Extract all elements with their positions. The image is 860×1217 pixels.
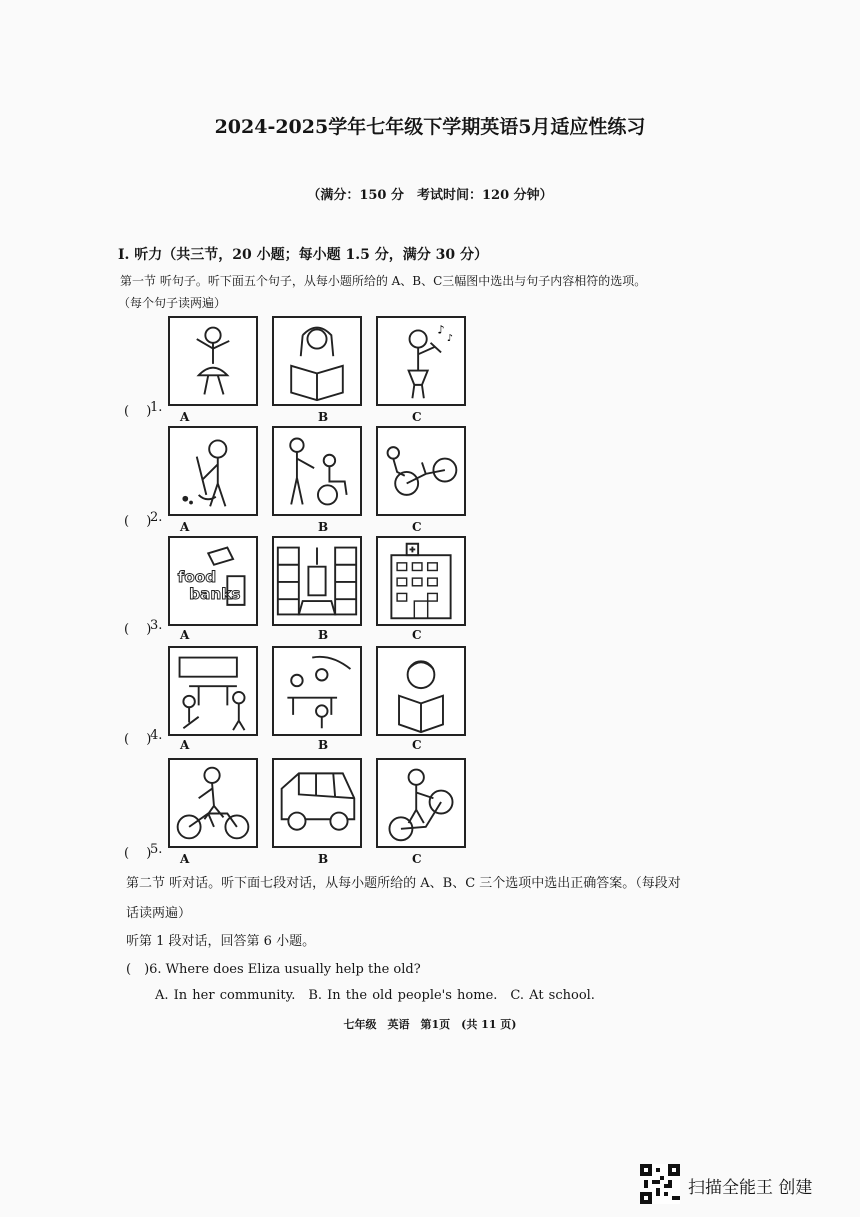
- answer-bracket[interactable]: ( ): [124, 846, 152, 861]
- food-label: food: [177, 567, 217, 586]
- question-number: 5.: [150, 842, 163, 857]
- page-title: 2024-2025学年七年级下学期英语5月适应性练习: [214, 116, 646, 138]
- svg-text:♪: ♪: [437, 322, 445, 337]
- question-number: 4.: [150, 728, 163, 743]
- kids-picnic-table-icon: [272, 646, 362, 736]
- option-label: C: [412, 852, 422, 866]
- option-label: B: [318, 520, 329, 534]
- answer-bracket[interactable]: ( ): [124, 404, 152, 419]
- part2-instruction-note: 话读两遍）: [126, 906, 192, 921]
- kids-cleaning-room-icon: [168, 646, 258, 736]
- food-banks-icon: [168, 536, 258, 626]
- answer-bracket[interactable]: ( ): [124, 622, 152, 637]
- option-label: C: [412, 520, 422, 534]
- boy-reading-icon: [376, 646, 466, 736]
- option-label: B: [318, 410, 329, 424]
- girl-reading-book-icon: [272, 316, 362, 406]
- question-number: 2.: [150, 510, 163, 525]
- option-label: C: [412, 410, 422, 424]
- library-icon: [272, 536, 362, 626]
- option-label: C: [412, 628, 422, 642]
- question-number: 3.: [150, 618, 163, 633]
- ballet-dancer-icon: [168, 316, 258, 406]
- svg-text:♪: ♪: [446, 332, 453, 344]
- question-6: ( )6. Where does Eliza usually help the old?: [126, 962, 421, 977]
- boy-riding-bike-icon: [168, 758, 258, 848]
- option-label: B: [318, 852, 329, 866]
- man-pushing-wheelchair-icon: [272, 426, 362, 516]
- option-label: B: [318, 628, 329, 642]
- boy-repairing-bike-icon: [376, 758, 466, 848]
- girl-playing-violin-icon: [376, 316, 466, 406]
- watermark-text: 扫描全能王 创建: [688, 1178, 813, 1198]
- answer-bracket[interactable]: ( ): [124, 514, 152, 529]
- hospital-icon: [376, 536, 466, 626]
- option-label: A: [180, 628, 190, 642]
- exam-info: （满分：150 分 考试时间：120 分钟）: [307, 188, 553, 203]
- option-label: A: [180, 410, 190, 424]
- option-label: A: [180, 852, 190, 866]
- option-label: C: [412, 738, 422, 752]
- answer-bracket[interactable]: ( ): [124, 732, 152, 747]
- dialog-instruction: 听第 1 段对话，回答第 6 小题。: [126, 934, 316, 949]
- part2-instruction: 第二节 听对话。听下面七段对话，从每小题所给的 A、B、C 三个选项中选出正确答案。（每段对: [126, 876, 681, 891]
- section-heading: I. 听力（共三节，20 小题；每小题 1.5 分，满分 30 分）: [118, 247, 488, 263]
- scanner-watermark: [640, 1164, 840, 1204]
- option-label: A: [180, 520, 190, 534]
- boy-fixing-bike-icon: [376, 426, 466, 516]
- page-footer: 七年级 英语 第1页 (共 11 页): [343, 1018, 517, 1031]
- question-number: 1.: [150, 400, 163, 415]
- question-6-options: A. In her community. B. In the old people's home. C. At school.: [155, 988, 595, 1003]
- boy-sweeping-icon: [168, 426, 258, 516]
- car-icon: [272, 758, 362, 848]
- part1-instruction-note: （每个句子读两遍）: [118, 296, 227, 310]
- option-label: B: [318, 738, 329, 752]
- banks-label: banks: [189, 585, 241, 604]
- option-label: A: [180, 738, 190, 752]
- qr-code-icon: [640, 1164, 680, 1204]
- part1-instruction: 第一节 听句子。听下面五个句子，从每小题所给的 A、B、C三幅图中选出与句子内容相符的选项。: [120, 274, 647, 288]
